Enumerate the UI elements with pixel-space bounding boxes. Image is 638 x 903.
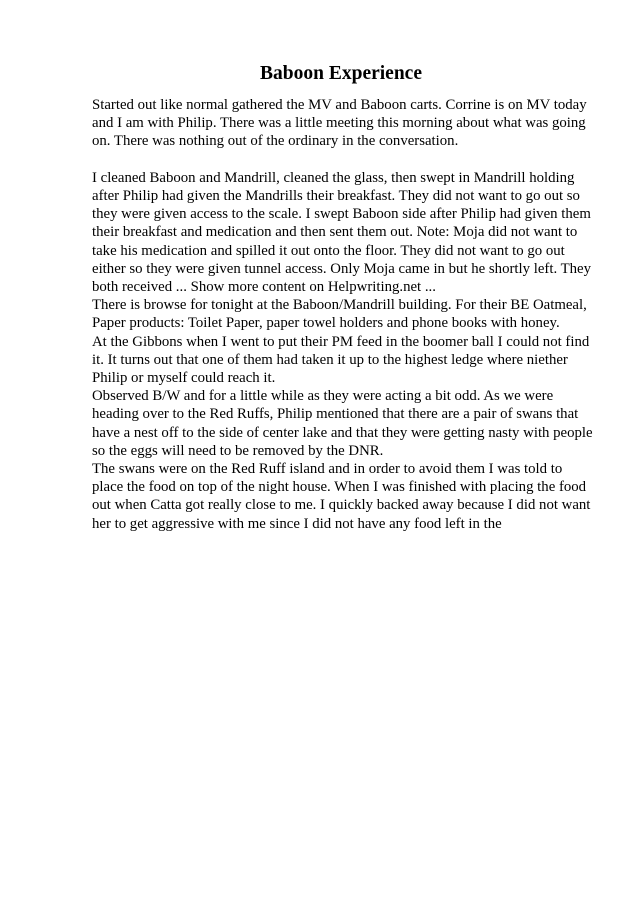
text-line: out when Catta got really close to me. I quickly backed away because I did not want xyxy=(92,497,591,514)
text-line: either so they were given tunnel access. Only Moja came in but he shortly left. They xyxy=(92,260,591,277)
text-line: Philip or myself could reach it. xyxy=(92,370,276,387)
text-line: Paper products: Toilet Paper, paper towel holders and phone books with honey. xyxy=(92,315,560,332)
text-line: place the food on top of the night house. When I was finished with placing the food xyxy=(92,479,587,496)
text-line: their breakfast and medication and then sent them out. Note: Moja did not want to xyxy=(92,224,578,241)
paragraph xyxy=(92,333,612,388)
paragraph xyxy=(92,169,612,296)
text-line: have a nest off to the side of center lake and that they were getting nasty with people xyxy=(92,424,593,441)
paragraph xyxy=(92,460,612,533)
text-line: heading over to the Red Ruffs, Philip mentioned that there are a pair of swans that xyxy=(92,406,579,423)
text-line: At the Gibbons when I went to put their PM feed in the boomer ball I could not find xyxy=(92,333,590,350)
paragraph xyxy=(92,387,612,460)
text-line: Started out like normal gathered the MV and Baboon carts. Corrine is on MV today xyxy=(92,97,587,113)
text-line: I cleaned Baboon and Mandrill, cleaned the glass, then swept in Mandrill holding xyxy=(92,169,575,186)
text-line: There is browse for tonight at the Baboon/Mandrill building. For their BE Oatmeal, xyxy=(92,297,587,314)
text-line: both received ... Show more content on Helpwriting.net ... xyxy=(92,279,436,296)
paragraph xyxy=(92,296,612,332)
paragraph xyxy=(92,96,612,151)
text-line: after Philip had given the Mandrills their breakfast. They did not want to go out so xyxy=(92,188,580,204)
text-line: it. It turns out that one of them had taken it up to the highest ledge where niether xyxy=(92,351,568,368)
text-line: and I am with Philip. There was a little meeting this morning about what was going xyxy=(92,115,586,132)
text-line: on. There was nothing out of the ordinary in the conversation. xyxy=(92,133,459,150)
text-line: take his medication and spilled it out onto the floor. They did not want to go out xyxy=(92,242,565,259)
text-line: they were given access to the scale. I swept Baboon side after Philip had given them xyxy=(92,206,591,223)
text-line: so the eggs will need to be removed by the DNR. xyxy=(92,442,384,459)
text-line: her to get aggressive with me since I did not have any food left in the xyxy=(92,515,502,532)
text-line: Observed B/W and for a little while as they were acting a bit odd. As we were xyxy=(92,388,554,405)
document-title: Baboon Experience xyxy=(260,63,422,84)
text-line: The swans were on the Red Ruff island and in order to avoid them I was told to xyxy=(92,461,563,478)
document-body xyxy=(92,96,612,533)
